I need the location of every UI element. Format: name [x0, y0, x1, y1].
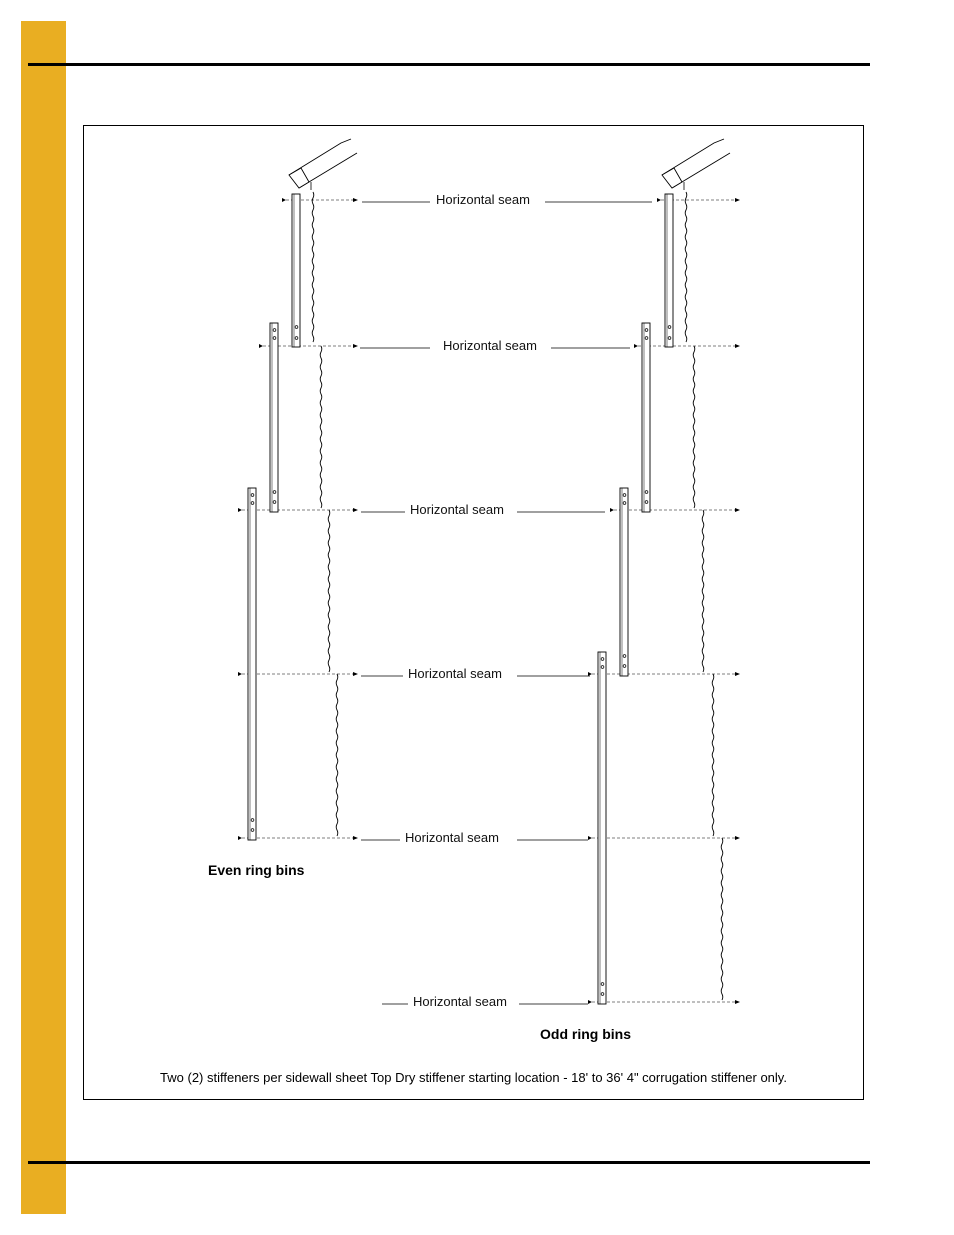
seam-label-1: Horizontal seam: [436, 192, 530, 207]
odd-stiffener-2: [642, 323, 650, 512]
seam-label-3: Horizontal seam: [410, 502, 504, 517]
seam-label-5: Horizontal seam: [405, 830, 499, 845]
even-seam-1-bolt-right: [353, 198, 358, 202]
seam-label-4: Horizontal seam: [408, 666, 502, 681]
odd-seam-4-bolt-right: [735, 672, 740, 676]
odd-sheet-3: [702, 510, 704, 672]
odd-seam-6-bolt-left: [588, 1000, 592, 1004]
odd-sheet-2: [693, 346, 695, 508]
even-stiffener-3: [248, 488, 256, 840]
odd-seam-3-bolt-right: [735, 508, 740, 512]
even-seam-3-bolt-right: [353, 508, 358, 512]
odd-roof-eave-block: [662, 168, 682, 188]
even-seam-3-bolt-left: [238, 508, 242, 512]
even-seam-1-bolt-left: [282, 198, 286, 202]
even-stiffener-2: [270, 323, 278, 512]
even-sheet-2: [320, 346, 322, 508]
even-seam-5-bolt-left: [238, 836, 242, 840]
even-sheet-4: [336, 674, 338, 836]
even-seam-4-bolt-right: [353, 672, 358, 676]
odd-seam-5-bolt-right: [735, 836, 740, 840]
odd-sheet-1: [685, 192, 687, 342]
odd-seam-2-bolt-left: [634, 344, 638, 348]
odd-seam-4-bolt-left: [588, 672, 592, 676]
even-sheet-1: [312, 192, 314, 342]
seam-label-6: Horizontal seam: [413, 994, 507, 1009]
even-seam-2-bolt-left: [259, 344, 263, 348]
seam-label-2: Horizontal seam: [443, 338, 537, 353]
odd-stiffener-3: [620, 488, 628, 676]
odd-stiffener-4: [598, 652, 606, 1004]
odd-seam-2-bolt-right: [735, 344, 740, 348]
footnote: Two (2) stiffeners per sidewall sheet Top Dry stiffener starting location - 18' to 36' 4" corrugation stiffener only.: [160, 1070, 787, 1085]
odd-sheet-4: [712, 674, 714, 836]
odd-stiffener-1: [665, 194, 673, 347]
even-seam-2-bolt-right: [353, 344, 358, 348]
even-ring-bins-heading: Even ring bins: [208, 862, 305, 878]
odd-ring-bins-heading: Odd ring bins: [540, 1026, 631, 1042]
odd-seam-1-bolt-right: [735, 198, 740, 202]
even-sheet-3: [328, 510, 330, 672]
odd-seam-6-bolt-right: [735, 1000, 740, 1004]
even-roof-eave-block: [289, 168, 309, 188]
even-seam-4-bolt-left: [238, 672, 242, 676]
odd-sheet-5: [721, 838, 723, 1000]
odd-seam-5-bolt-left: [588, 836, 592, 840]
even-seam-5-bolt-right: [353, 836, 358, 840]
odd-seam-3-bolt-left: [610, 508, 614, 512]
odd-seam-1-bolt-left: [657, 198, 661, 202]
even-stiffener-1: [292, 194, 300, 347]
